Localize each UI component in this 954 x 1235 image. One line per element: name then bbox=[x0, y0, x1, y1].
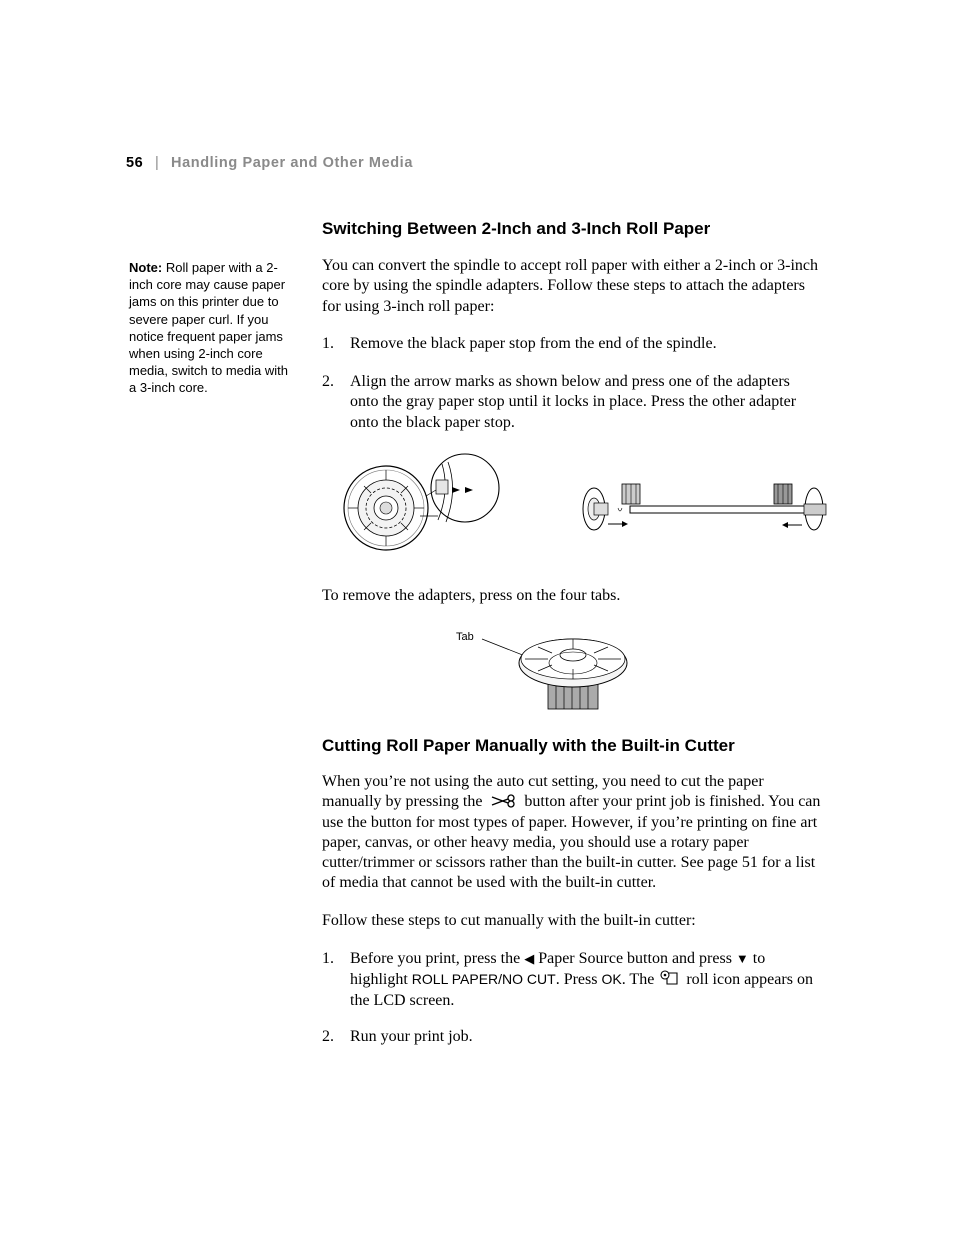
roll-paper-no-cut-setting: ROLL PAPER/NO CUT bbox=[411, 971, 556, 988]
list-item bbox=[322, 372, 822, 433]
step-number: 1. bbox=[322, 950, 334, 967]
step-text-part: Paper Source button and press bbox=[538, 950, 732, 967]
cutter-steps-intro: Follow these steps to cut manually with the built-in cutter: bbox=[322, 912, 696, 929]
note-label: Note: bbox=[129, 260, 163, 275]
step-number: 2. bbox=[322, 373, 334, 390]
scissors-icon bbox=[490, 794, 516, 808]
left-arrow-icon: ◀ bbox=[524, 951, 535, 966]
adapter-alignment-illustration bbox=[340, 450, 505, 565]
ok-button-label: OK bbox=[601, 971, 622, 988]
list-item bbox=[322, 334, 822, 354]
step-text: Remove the black paper stop from the end of the spindle. bbox=[350, 335, 717, 352]
page-number: 56 bbox=[126, 155, 144, 171]
step-text: Align the arrow marks as shown below and press one of the adapters onto the gray paper stop until it locks in place. Press the other adapter onto the black paper stop. bbox=[350, 373, 797, 431]
cutter-paragraph bbox=[322, 772, 822, 894]
cutter-paragraph-part2: button after your print job is finished. You can use the button for most types of paper. However, if you’re printing on fine art paper, canvas, or other heavy media, you should use a rotary paper cutter/trimmer or scissors rather than the built-in cutter. See page 51 for a list of media that cannot be used with the built-in cutter. bbox=[322, 793, 821, 892]
list-item bbox=[322, 1027, 822, 1047]
step-text-part: . The bbox=[621, 971, 655, 989]
tab-callout-label: Tab bbox=[456, 631, 474, 643]
step-text-part: . Press bbox=[555, 971, 598, 989]
step-text-part: to highlight bbox=[350, 950, 766, 989]
side-note bbox=[129, 259, 295, 397]
cutter-paragraph-part1: When you’re not using the auto cut setting, you need to cut the paper manually by pressing the bbox=[322, 773, 764, 811]
down-arrow-icon: ▼ bbox=[735, 951, 749, 966]
list-item bbox=[322, 949, 822, 1011]
note-text: Roll paper with a 2-inch core may cause paper jams on this printer due to severe paper curl. If you notice frequent paper jams when using 2-inch core media, switch to media with a 3-inch core. bbox=[129, 260, 288, 396]
header-separator: | bbox=[154, 155, 160, 171]
step-text-part: roll icon appears on the LCD screen. bbox=[350, 971, 813, 1009]
roll-icon bbox=[660, 970, 680, 985]
section-heading-cutting: Cutting Roll Paper Manually with the Built-in Cutter bbox=[322, 736, 735, 755]
step-text bbox=[350, 949, 822, 1011]
step-number: 2. bbox=[322, 1028, 334, 1045]
adapter-tabs-illustration bbox=[480, 625, 640, 713]
running-header bbox=[126, 155, 413, 171]
step-text: Run your print job. bbox=[350, 1028, 473, 1045]
intro-paragraph: You can convert the spindle to accept roll paper with either a 2-inch or 3-inch core by using the spindle adapters. Follow these steps to attach the adapters for using 3-inch roll paper: bbox=[322, 257, 818, 315]
step-text-part: Before you print, press the bbox=[350, 950, 521, 967]
chapter-title: Handling Paper and Other Media bbox=[171, 155, 413, 171]
section-heading-switching: Switching Between 2-Inch and 3-Inch Roll Paper bbox=[322, 219, 711, 238]
remove-adapters-text: To remove the adapters, press on the four tabs. bbox=[322, 587, 621, 604]
spindle-illustration bbox=[578, 478, 828, 538]
step-number: 1. bbox=[322, 335, 334, 352]
